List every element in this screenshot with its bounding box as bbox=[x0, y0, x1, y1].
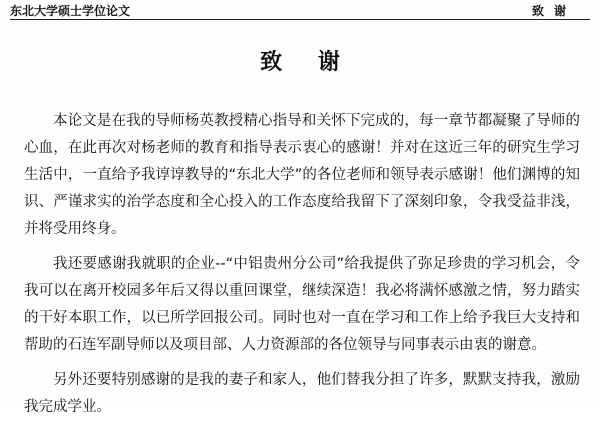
header-divider bbox=[10, 19, 590, 20]
paragraph-3: 另外还要特别感谢的是我的妻子和家人，他们替我分担了许多，默默支持我，激励我完成学业。 bbox=[24, 372, 580, 415]
paragraph-2: 我还要感谢我就职的企业--“中铝贵州分公司”给我提供了弥足珍贵的学习机会，令我可以在离开校园多年后又得以重回课堂，继续深造！我必将满怀感激之情，努力踏实的干好本职工作，以已所学回报公司。同时也对一直在学习和工作上给予我巨大支持和帮助的石连军副导师以及项目部、人力资源部的各位领导与同事表示由衷的谢意。 bbox=[24, 256, 580, 353]
acknowledgement-body bbox=[24, 108, 580, 429]
header-university-thesis: 东北大学硕士学位论文 bbox=[10, 4, 131, 18]
paragraph-1: 本论文是在我的导师杨英教授精心指导和关怀下完成的，每一章节都凝聚了导师的心血，在此再次对杨老师的教育和指导表示衷心的感谢！并对在这近三年的研究生学习生活中，一直给予我谆谆教导的“东北大学”的各位老师和领导表示感谢！他们渊博的知识、严谨求实的治学态度和全心投入的工作态度给我留下了深刻印象，令我受益非浅，并将受用终身。 bbox=[24, 113, 580, 237]
page-title: 致 谢 bbox=[260, 50, 354, 75]
running-header bbox=[10, 0, 590, 18]
header-section-title: 致谢 bbox=[531, 4, 576, 18]
